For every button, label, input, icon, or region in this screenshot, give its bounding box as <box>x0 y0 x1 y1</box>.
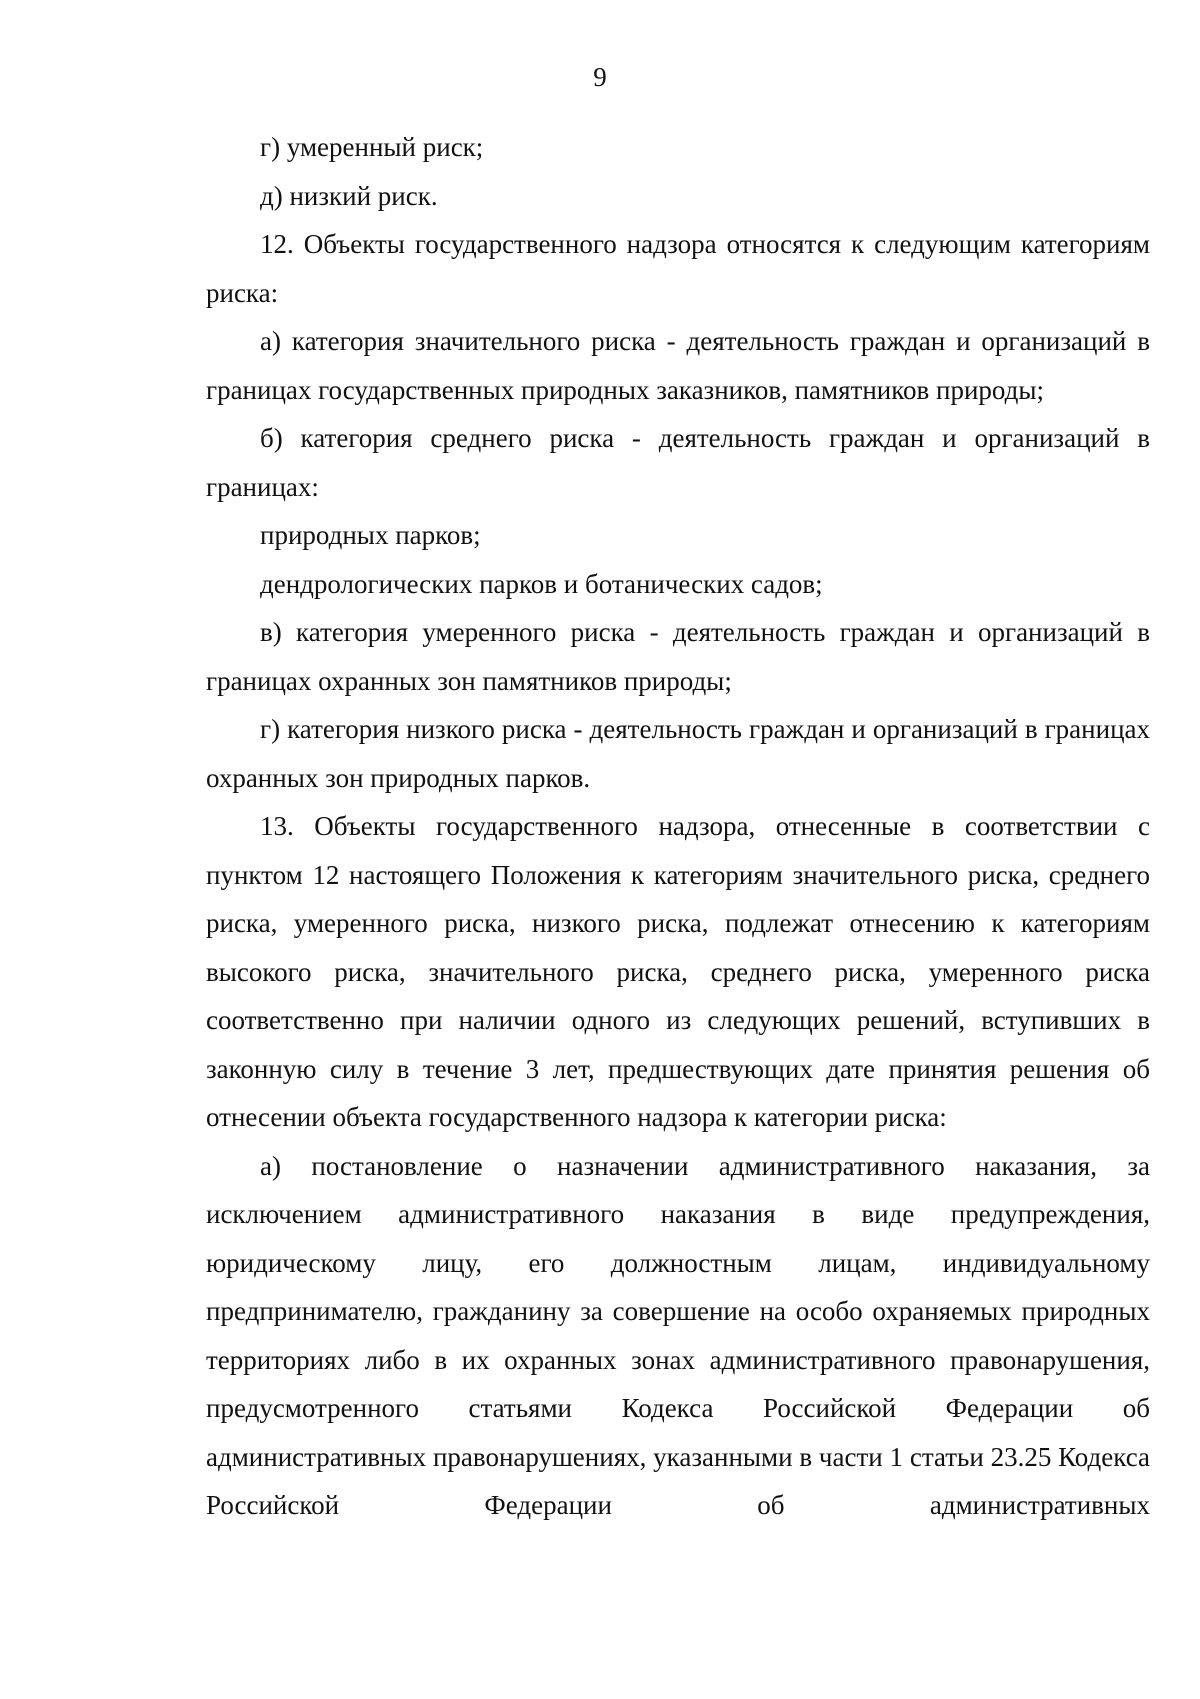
paragraph-risk-low: д) низкий риск. <box>260 180 438 211</box>
paragraph-natural-parks: природных парков; <box>260 520 481 550</box>
paragraph-dendrological-parks: дендрологических парков и ботанических садов; <box>260 568 823 599</box>
paragraph-12-v: в) категория умеренного риска - деятельность граждан и организаций в границах охранных зон памятников природы; <box>206 617 1150 696</box>
paragraph-12: 12. Объекты государственного надзора относятся к следующим категориям риска: <box>206 229 1150 308</box>
paragraph-12-a: а) категория значительного риска - деятельность граждан и организаций в границах государственных природных заказников, памятников природы; <box>206 326 1150 405</box>
paragraph-12-b: б) категория среднего риска - деятельность граждан и организаций в границах: <box>206 423 1150 502</box>
page-number: 9 <box>593 62 607 92</box>
paragraph-13: 13. Объекты государственного надзора, отнесенные в соответствии с пунктом 12 настоящего Положения к категориям значительного риска, среднего риска, умеренного риска, низкого риска, подлежат отнесению к категориям высокого риска, значительного риска, среднего риска, умеренного риска соответственно при наличии одного из следующих решений, вступивших в законную силу в течение 3 лет, предшествующих дате принятия решения об отнесении объекта государственного надзора к категории риска: <box>206 811 1150 1132</box>
paragraph-13-a: а) постановление о назначении административного наказания, за исключением административного наказания в виде предупреждения, юридическому лицу, его должностным лицам, индивидуальному предпринимателю, гражданину за совершение на особо охраняемых природных территориях либо в их охранных зонах административного правонарушения, предусмотренного статьями Кодекса Российской Федерации об административных правонарушениях, указанными в части 1 статьи 23.25 Кодекса Российской Федерации об административных <box>206 1150 1150 1520</box>
document-body <box>206 123 1150 1530</box>
paragraph-12-g: г) категория низкого риска - деятельность граждан и организаций в границах охранных зон природных парков. <box>206 714 1150 793</box>
paragraph-risk-moderate: г) умеренный риск; <box>260 132 484 162</box>
